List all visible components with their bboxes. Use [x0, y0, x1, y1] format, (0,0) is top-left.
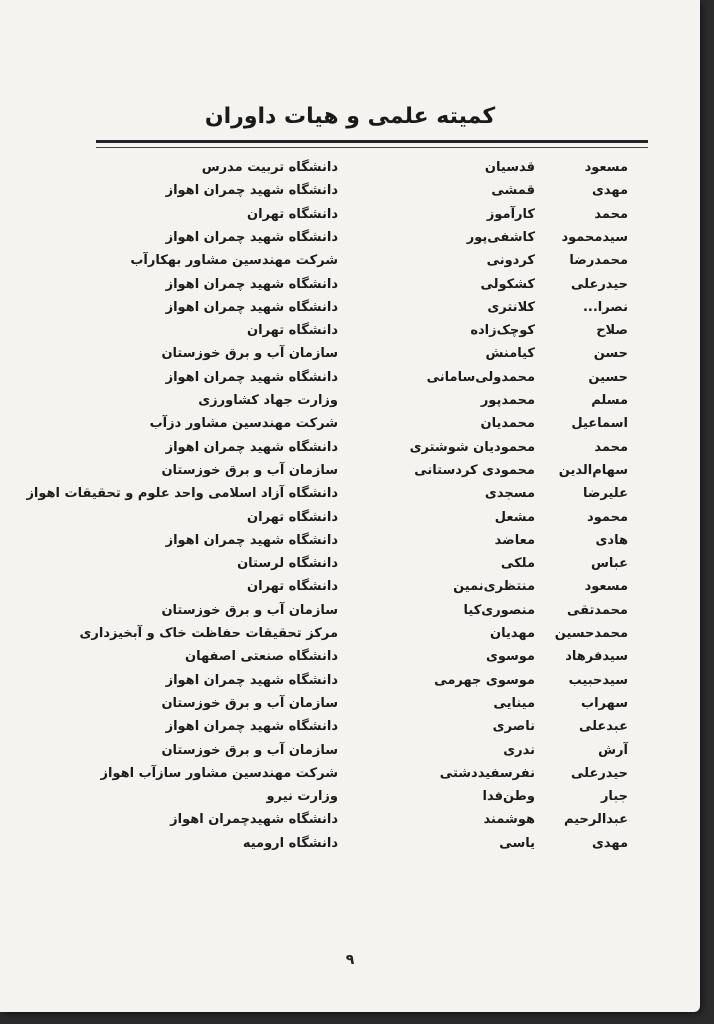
list-item [0, 486, 700, 508]
member-last-name: مشعل [494, 509, 535, 525]
list-item [0, 370, 700, 392]
member-affiliation: دانشگاه صنعتی اصفهان [184, 649, 338, 665]
member-last-name: موسوی جهرمی [434, 672, 535, 688]
member-first-name: نصرا... [582, 299, 628, 315]
member-first-name: حسین [588, 369, 628, 385]
member-last-name: محمدپور [480, 393, 535, 408]
list-item [0, 183, 700, 205]
member-first-name: عبدالرحیم [564, 812, 628, 828]
member-affiliation: دانشگاه ارومیه [242, 835, 338, 851]
member-last-name: کوچک‌زاده [470, 323, 535, 339]
list-item [0, 160, 700, 182]
member-first-name: صلاح [596, 323, 628, 339]
member-last-name: ناصری [492, 719, 535, 735]
member-last-name: قمشی [491, 183, 535, 199]
list-item [0, 416, 700, 438]
member-affiliation: دانشگاه شهید چمران اهواز [165, 532, 338, 548]
member-affiliation: دانشگاه شهیدچمران اهواز [170, 812, 338, 828]
member-last-name: نفرسفیددشتی [439, 765, 535, 781]
page-title: کمیته علمی و هیات داوران [204, 104, 496, 129]
member-affiliation: دانشگاه شهید چمران اهواز [165, 183, 338, 199]
member-affiliation: دانشگاه شهید چمران اهواز [165, 672, 338, 688]
member-last-name: مسجدی [484, 486, 535, 502]
list-item [0, 277, 700, 299]
list-item [0, 510, 700, 532]
member-last-name: محمودی کردستانی [414, 462, 535, 478]
list-item [0, 253, 700, 275]
member-first-name: عبدعلی [578, 719, 628, 735]
member-affiliation: سازمان آب و برق خوزستان [161, 346, 338, 362]
list-item [0, 719, 700, 741]
list-item [0, 230, 700, 252]
member-last-name: کیامنش [485, 346, 535, 362]
list-item [0, 440, 700, 462]
member-last-name: محمدولی‌سامانی [426, 369, 535, 385]
member-first-name: محمد [594, 206, 628, 222]
member-affiliation: دانشگاه تهران [247, 206, 338, 222]
member-first-name: محمود [587, 509, 628, 525]
list-item [0, 626, 700, 648]
member-affiliation: دانشگاه شهید چمران اهواز [165, 719, 338, 735]
member-last-name: مینایی [493, 695, 535, 711]
member-last-name: وطن‌فدا [482, 789, 535, 805]
member-affiliation: دانشگاه تهران [247, 323, 338, 339]
list-item [0, 673, 700, 695]
member-affiliation: دانشگاه شهید چمران اهواز [165, 439, 338, 455]
member-last-name: محمدیان [480, 416, 535, 432]
page-number: ۹ [345, 952, 355, 968]
member-first-name: هادی [595, 532, 628, 548]
member-affiliation: مرکز تحقیقات حفاظت خاک و آبخیزداری [79, 626, 338, 641]
member-affiliation: دانشگاه آزاد اسلامی واحد علوم و تحقیقات اهواز [26, 486, 338, 502]
list-item [0, 323, 700, 345]
member-affiliation: سازمان آب و برق خوزستان [161, 462, 338, 478]
member-first-name: حسن [593, 346, 628, 362]
member-first-name: محمدتقی [566, 602, 628, 618]
member-affiliation: سازمان آب و برق خوزستان [161, 742, 338, 758]
member-first-name: سهام‌الدین [558, 462, 628, 478]
member-first-name: آرش [598, 742, 628, 758]
member-last-name: کلانتری [487, 299, 535, 315]
member-first-name: سهراب [581, 695, 628, 711]
member-affiliation: دانشگاه شهید چمران اهواز [165, 229, 338, 245]
member-first-name: جبار [600, 789, 628, 805]
member-first-name: مهدی [591, 183, 628, 199]
member-last-name: مهدیان [490, 626, 535, 641]
member-last-name: هوشمند [483, 812, 535, 828]
list-item [0, 812, 700, 834]
member-first-name: مهدی [591, 835, 628, 851]
member-first-name: حیدرعلی [570, 765, 628, 781]
member-affiliation: وزارت نیرو [266, 789, 338, 805]
list-item [0, 603, 700, 625]
list-item [0, 393, 700, 415]
member-affiliation: سازمان آب و برق خوزستان [161, 695, 338, 711]
member-affiliation: دانشگاه لرستان [237, 556, 338, 572]
member-affiliation: دانشگاه شهید چمران اهواز [165, 276, 338, 292]
member-first-name: اسماعیل [571, 416, 628, 432]
member-last-name: یاسی [499, 835, 535, 851]
member-first-name: سیدحبیب [568, 672, 628, 688]
title-rule-thin [96, 147, 648, 148]
member-affiliation: وزارت جهاد کشاورزی [198, 393, 338, 408]
member-first-name: محمدحسین [554, 626, 628, 641]
list-item [0, 743, 700, 765]
list-item [0, 533, 700, 555]
member-first-name: محمد [594, 439, 628, 455]
member-first-name: حیدرعلی [570, 276, 628, 292]
member-first-name: مسلم [591, 393, 628, 408]
member-first-name: مسعود [584, 579, 628, 595]
list-item [0, 836, 700, 858]
member-affiliation: شرکت مهندسین مشاور دزآب [149, 416, 338, 432]
member-first-name: سیدفرهاد [565, 649, 628, 665]
member-last-name: محمودیان شوشتری [409, 439, 535, 455]
member-affiliation: دانشگاه تهران [247, 579, 338, 595]
list-item [0, 300, 700, 322]
member-last-name: کاشفی‌پور [466, 229, 535, 245]
list-item [0, 207, 700, 229]
member-last-name: قدسیان [484, 160, 535, 175]
member-first-name: علیرضا [582, 486, 628, 502]
list-item [0, 789, 700, 811]
member-first-name: سیدمحمود [561, 229, 628, 245]
member-affiliation: دانشگاه تهران [247, 509, 338, 525]
member-last-name: کشکولی [480, 276, 535, 292]
list-item [0, 766, 700, 788]
member-first-name: مسعود [584, 160, 628, 175]
list-item [0, 579, 700, 601]
member-first-name: عباس [590, 556, 628, 572]
member-last-name: کارآموز [486, 206, 535, 222]
member-affiliation: سازمان آب و برق خوزستان [161, 602, 338, 618]
member-last-name: منتظری‌نمین [453, 579, 535, 595]
member-affiliation: شرکت مهندسین مشاور بهکارآب [130, 253, 338, 269]
member-first-name: محمدرضا [569, 253, 628, 269]
member-affiliation: دانشگاه شهید چمران اهواز [165, 369, 338, 385]
member-last-name: موسوی [485, 649, 535, 665]
list-item [0, 463, 700, 485]
member-last-name: ندری [503, 742, 535, 758]
member-affiliation: دانشگاه شهید چمران اهواز [165, 299, 338, 315]
list-item [0, 696, 700, 718]
title-rule [96, 140, 648, 143]
member-last-name: ملکی [500, 556, 535, 572]
list-item [0, 649, 700, 671]
member-last-name: معاضد [494, 532, 535, 548]
member-last-name: کردونی [486, 253, 535, 269]
list-item [0, 346, 700, 368]
member-affiliation: شرکت مهندسین مشاور سازآب اهواز [100, 765, 338, 781]
member-last-name: منصوری‌کیا [463, 602, 535, 618]
member-affiliation: دانشگاه تربیت مدرس [201, 160, 338, 175]
list-item [0, 556, 700, 578]
